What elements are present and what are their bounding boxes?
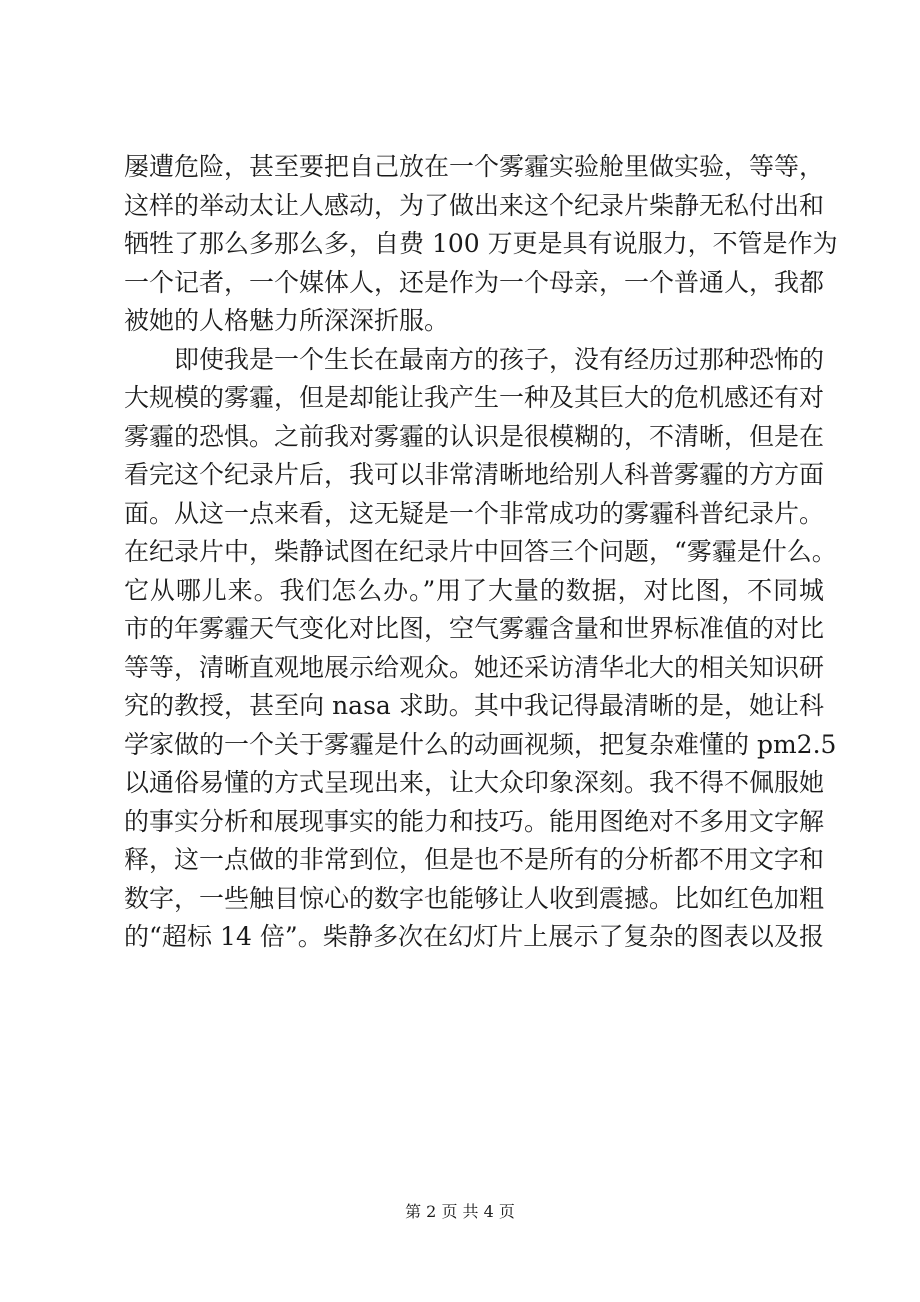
text-line: 这样的举动太让人感动，为了做出来这个纪录片柴静无私付出和 — [124, 190, 825, 220]
text-line: 在纪录片中，柴静试图在纪录片中回答三个问题，“雾霾是什么。 — [124, 537, 837, 566]
text-line: 牺牲了那么多那么多，自费 100 万更是具有说服力，不管是作为 — [124, 229, 838, 258]
text-line: 即使我是一个生长在最南方的孩子，没有经历过那种恐怖的 — [174, 344, 825, 374]
text-line: 究的教授，甚至向 nasa 求助。其中我记得最清晰的是，她让科 — [124, 691, 824, 720]
text-line: 等等，清晰直观地展示给观众。她还采访清华北大的相关知识研 — [124, 652, 825, 682]
text-line: 雾霾的恐惧。之前我对雾霾的认识是很模糊的，不清晰，但是在 — [124, 421, 825, 451]
text-line: 数字，一些触目惊心的数字也能够让人收到震撼。比如红色加粗 — [124, 883, 825, 913]
text-line: 的事实分析和展现事实的能力和技巧。能用图绝对不多用文字解 — [124, 806, 825, 836]
text-line: 的“超标 14 倍”。柴静多次在幻灯片上展示了复杂的图表以及报 — [124, 922, 824, 951]
text-line: 看完这个纪录片后，我可以非常清晰地给别人科普雾霾的方方面 — [124, 460, 825, 489]
text-line: 市的年雾霾天气变化对比图，空气雾霾含量和世界标准值的对比 — [124, 614, 825, 643]
text-line: 屡遭危险，甚至要把自己放在一个雾霾实验舱里做实验，等等， — [124, 152, 825, 181]
text-line: 释，这一点做的非常到位，但是也不是所有的分析都不用文字和 — [124, 845, 825, 874]
text-line: 它从哪儿来。我们怎么办。”用了大量的数据，对比图，不同城 — [124, 575, 824, 605]
body-text — [124, 148, 838, 957]
text-line: 一个记者，一个媒体人，还是作为一个母亲，一个普通人，我都 — [124, 267, 825, 297]
text-line: 大规模的雾霾，但是却能让我产生一种及其巨大的危机感还有对 — [124, 383, 825, 412]
page-number-label: 第 2 页 共 4 页 — [405, 1202, 515, 1221]
text-line: 面。从这一点来看，这无疑是一个非常成功的雾霾科普纪录片。 — [124, 498, 825, 528]
text-line: 被她的人格魅力所深深折服。 — [124, 306, 450, 335]
text-line: 以通俗易懂的方式呈现出来，让大众印象深刻。我不得不佩服她 — [124, 768, 825, 797]
page-footer — [0, 1199, 920, 1222]
text-line: 学家做的一个关于雾霾是什么的动画视频，把复杂难懂的 pm2.5 — [124, 729, 837, 759]
